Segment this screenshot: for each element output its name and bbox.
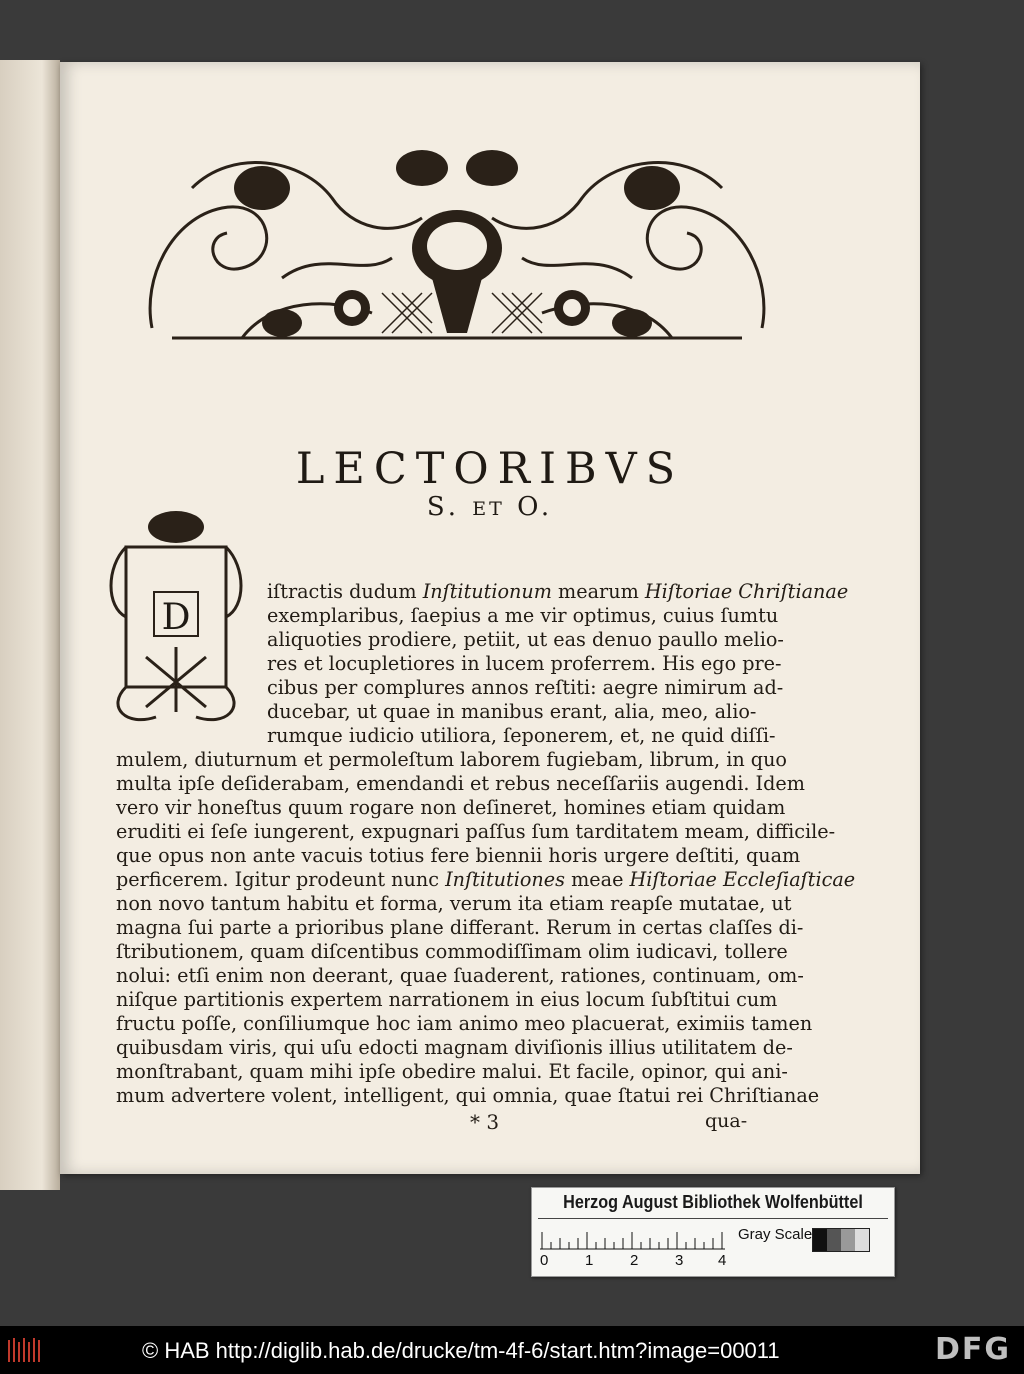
- scale-number: 2: [630, 1252, 639, 1269]
- body-line: magna ſui parte a prioribus plane differant. Rerum in certas claſſes di-: [116, 916, 804, 939]
- body-line: exemplaribus, ſaepius a me vir optimus, cuius ſumtu: [267, 604, 779, 627]
- scanned-page: [60, 62, 920, 1174]
- body-line: rumque iudicio utiliora, ſeponerem, et, ne quid diſſi-: [267, 724, 776, 747]
- body-line: fructu poſſe, conſiliumque hoc iam animo meo placuerat, eximiis tamen: [116, 1012, 813, 1035]
- previous-page-edge: [0, 60, 60, 1190]
- card-title: Herzog August Bibliothek Wolfenbüttel: [563, 1192, 863, 1212]
- subheading-et: ET: [472, 498, 505, 520]
- body-line: perficerem. Igitur prodeunt nunc Inſtitutiones meae Hiſtoriae Eccleſiaſticae: [116, 868, 856, 891]
- body-line: niſque partitionis expertem narrationem in eius locum ſubſtitui cum: [116, 988, 778, 1011]
- card-divider: [538, 1218, 888, 1219]
- hab-logo-icon: [6, 1334, 42, 1366]
- gray-scale-label: Gray Scale: [738, 1226, 813, 1243]
- body-line: ſtributionem, quam diſcentibus commodiſſimam olim iudicavi, tollere: [116, 940, 788, 963]
- scale-number: 0: [540, 1252, 549, 1269]
- page-heading: LECTORIBVS: [295, 444, 685, 494]
- ornamental-headpiece: [132, 128, 782, 353]
- scale-number: 1: [585, 1252, 594, 1269]
- scale-number: 3: [675, 1252, 684, 1269]
- body-line: multa ipſe deſiderabam, emendandi et rebus neceſſariis augendi. Idem: [116, 772, 805, 795]
- body-line: quibusdam viris, qui uſu edocti magnam diviſionis illius utilitatem de-: [116, 1036, 793, 1059]
- copyright-link[interactable]: © HAB http://diglib.hab.de/drucke/tm-4f-6/start.htm?image=00011: [142, 1338, 780, 1363]
- body-line: res et locupletiores in lucem proferrem. His ego pre-: [267, 652, 782, 675]
- scale-ruler: [540, 1230, 725, 1250]
- subheading-s: S.: [426, 492, 460, 522]
- body-line: ducebar, ut quae in manibus erant, alia, meo, alio-: [267, 700, 757, 723]
- catchword: qua-: [705, 1110, 748, 1132]
- body-line: eruditi ei ſeſe iungerent, expugnari paſſus ſum tarditatem meam, difficile-: [116, 820, 836, 843]
- footer-bar: [0, 1326, 1024, 1374]
- body-line: vero vir honeſtus quum rogare non deſineret, homines etiam quidam: [116, 796, 786, 819]
- body-line: cibus per complures annos reſtiti: aegre nimirum ad-: [267, 676, 784, 699]
- body-line: non novo tantum habitu et forma, verum ita etiam reapſe mutatae, ut: [116, 892, 792, 915]
- body-line: aliquoties prodiere, petiit, ut eas denuo paullo melio-: [267, 628, 784, 651]
- body-line: iſtractis dudum Inſtitutionum mearum Hiſtoriae Chriſtianae: [267, 580, 849, 603]
- body-line: mulem, diuturnum et permoleſtum laborem fugiebam, librum, in quo: [116, 748, 787, 771]
- body-line: nolui: etſi enim non deerant, quae ſuaderent, rationes, continuam, om-: [116, 964, 804, 987]
- gray-scale-swatch: [812, 1228, 870, 1252]
- dfg-logo: DFG: [935, 1332, 1012, 1367]
- body-line: que opus non ante vacuis totius fere biennii horis urgere deſtiti, quam: [116, 844, 801, 867]
- body-line: monſtrabant, quam mihi ipſe obedire malui. Et facile, opinor, qui ani-: [116, 1060, 788, 1083]
- signature-mark: * 3: [470, 1110, 500, 1134]
- initial-letter: D: [161, 597, 191, 638]
- decorated-initial: [96, 507, 256, 732]
- scale-number: 4: [718, 1252, 727, 1269]
- subheading-o: O.: [517, 492, 554, 522]
- color-reference-card: [531, 1187, 895, 1277]
- body-line: mum advertere volent, intelligent, qui omnia, quae ſtatui rei Chriſtianae: [116, 1084, 820, 1107]
